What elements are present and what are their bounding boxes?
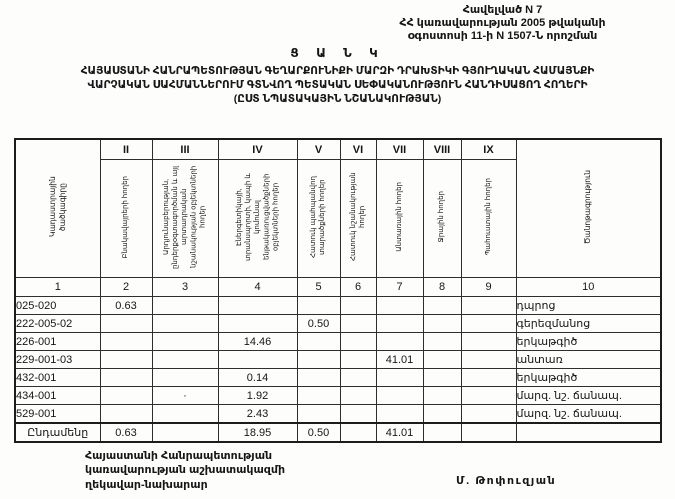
area-value-cell: 0.63 [100, 297, 152, 315]
signatory-title-line: Հայաստանի Հանրապետության [85, 450, 273, 462]
area-value-cell [423, 423, 461, 442]
signatory-title-line: կառավարության աշխատակազմի [85, 464, 286, 477]
column-number-cell: 10 [516, 278, 661, 297]
column-number-cell: 8 [423, 278, 461, 297]
table-row [15, 387, 661, 405]
area-value-cell: 0.63 [100, 423, 152, 442]
area-value-cell [376, 297, 423, 315]
area-value-cell [376, 333, 423, 351]
area-value-cell [340, 333, 376, 351]
area-value-cell [340, 387, 376, 405]
table-row [15, 405, 661, 424]
cadastral-code-cell: 529-001 [15, 405, 100, 424]
header-label: Ծանոթագրություն [583, 169, 593, 245]
header-label: Անտառային հողեր [395, 182, 403, 252]
table-body [15, 297, 661, 443]
area-value-cell [297, 387, 340, 405]
document-heading: Ց Ա Ն Կ [290, 46, 385, 60]
note-cell: գերեզմանոց [516, 315, 661, 333]
header-reserve-lands [461, 160, 516, 278]
note-cell: անտառ [516, 351, 661, 369]
roman-numeral-cell: VII [376, 139, 423, 160]
header-cadastral-code [15, 139, 100, 278]
area-value-cell [423, 405, 461, 424]
header-special-purpose-lands [340, 160, 376, 278]
area-value-cell [461, 315, 516, 333]
signatory-title-block [85, 449, 285, 492]
header-water-lands [423, 160, 461, 278]
cadastral-code-cell: 226-001 [15, 333, 100, 351]
roman-numeral-cell: VI [340, 139, 376, 160]
area-value-cell [423, 315, 461, 333]
area-value-cell [461, 333, 516, 351]
cadastral-code-cell: 434-001 [15, 387, 100, 405]
area-value-cell [461, 369, 516, 387]
header-label: Ջրային հողեր [438, 191, 446, 243]
area-value-cell [152, 297, 218, 315]
signatory-title-line: ղեկավար-նախարար [85, 478, 208, 491]
area-value-cell [152, 351, 218, 369]
header-industrial-lands [152, 160, 218, 278]
area-value-cell [376, 405, 423, 424]
area-value-cell [218, 351, 297, 369]
header-label: Արդյունաբերության, ընդերքօգտագործման և այլ արտադրական նշանակության օբյեկտների հողեր [163, 165, 207, 269]
area-value-cell: 0.50 [297, 315, 340, 333]
area-value-cell [297, 405, 340, 424]
signatory-name: Մ. Թոփուզյան [456, 475, 557, 487]
appendix-line: Հավելված N 7 [462, 4, 543, 16]
note-cell: երկաթգիծ [516, 369, 661, 387]
column-number-cell: 9 [461, 278, 516, 297]
roman-numeral-cell: IV [218, 139, 297, 160]
area-value-cell: 2.43 [218, 405, 297, 424]
area-value-cell [100, 369, 152, 387]
area-value-cell: 0.50 [297, 423, 340, 442]
roman-numeral-cell: VIII [423, 139, 461, 160]
column-number-cell: 4 [218, 278, 297, 297]
note-cell [516, 423, 661, 442]
area-value-cell [376, 387, 423, 405]
appendix-line: ՀՀ կառավարության 2005 թվականի [399, 16, 606, 29]
header-label: Պահուստային հողեր [484, 178, 492, 256]
area-value-cell [152, 315, 218, 333]
area-value-cell [100, 333, 152, 351]
area-value-cell [297, 369, 340, 387]
note-cell: երկաթգիծ [516, 333, 661, 351]
column-number-cell: 5 [297, 278, 340, 297]
area-value-cell [100, 405, 152, 424]
area-value-cell: 41.01 [376, 351, 423, 369]
table-row [15, 333, 661, 351]
area-value-cell [423, 351, 461, 369]
table-row [15, 369, 661, 387]
title-line: ՀԱՅԱՍՏԱՆԻ ՀԱՆՐԱՊԵՏՈՒԹՅԱՆ ԳԵՂԱՐՔՈՒՆԻՔԻ ՄԱՐԶԻ ԴՐԱԽՏԻԿԻ ԳՅՈՒՂԱԿԱՆ ՀԱՄԱՅՆՔԻ [80, 65, 595, 77]
area-value-cell [461, 423, 516, 442]
area-value-cell [376, 369, 423, 387]
area-value-cell [340, 297, 376, 315]
area-value-cell [423, 369, 461, 387]
column-number-cell: 3 [152, 278, 218, 297]
column-number-row [15, 278, 661, 297]
document-title [8, 64, 667, 107]
area-value-cell [152, 405, 218, 424]
area-value-cell [340, 315, 376, 333]
header-forest-lands [376, 160, 423, 278]
area-value-cell: 41.01 [376, 423, 423, 442]
header-label: Էներգետիկայի, տրանսպորտի, կապի և կոմունալ ենթակառուցվածքների օբյեկտների հողեր [235, 173, 280, 261]
area-value-cell [297, 333, 340, 351]
header-label: Բնակավայրերի հողեր [122, 175, 130, 259]
column-number-cell: 2 [100, 278, 152, 297]
header-settlement-lands [100, 160, 152, 278]
cadastral-code-cell: 229-001-03 [15, 351, 100, 369]
area-value-cell: · [152, 387, 218, 405]
header-protected-lands [297, 160, 340, 278]
area-value-cell [100, 315, 152, 333]
area-value-cell: 1.92 [218, 387, 297, 405]
area-value-cell [152, 423, 218, 442]
area-value-cell [376, 315, 423, 333]
area-value-cell [340, 405, 376, 424]
note-cell: մարզ. նշ. ճանապ. [516, 387, 661, 405]
table-row [15, 315, 661, 333]
cadastral-code-cell: 432-001 [15, 369, 100, 387]
area-value-cell [340, 423, 376, 442]
roman-numeral-cell: V [297, 139, 340, 160]
area-value-cell [423, 387, 461, 405]
header-note [516, 139, 661, 278]
note-cell: մարզ. նշ. ճանապ. [516, 405, 661, 424]
note-cell: դպրոց [516, 297, 661, 315]
header-label: Հատուկ պահպանվող տարածքների հողեր [310, 176, 327, 258]
header-label: Կադաստրային ծածկագիրը [48, 176, 67, 238]
column-number-cell: 1 [15, 278, 100, 297]
cadastral-code-cell: 025-020 [15, 297, 100, 315]
area-value-cell [461, 405, 516, 424]
roman-numeral-cell: IX [461, 139, 516, 160]
table-row [15, 297, 661, 315]
appendix-line: օգոստոսի 11-ի N 1507-Ն որոշման [407, 29, 598, 42]
area-value-cell [152, 369, 218, 387]
area-value-cell [461, 351, 516, 369]
roman-numeral-cell: III [152, 139, 218, 160]
area-value-cell [461, 387, 516, 405]
area-value-cell: 0.14 [218, 369, 297, 387]
area-value-cell [340, 351, 376, 369]
title-line: (ԸՍՏ ՆՊԱՏԱԿԱՅԻՆ ՆՇԱՆԱԿՈՒԹՅԱՆ) [233, 93, 442, 106]
area-value-cell [152, 333, 218, 351]
cadastral-code-cell: 222-005-02 [15, 315, 100, 333]
cadastral-code-cell: Ընդամենը [15, 423, 100, 442]
column-number-cell: 6 [340, 278, 376, 297]
area-value-cell [218, 315, 297, 333]
land-category-table [14, 138, 662, 443]
roman-numeral-cell: II [100, 139, 152, 160]
area-value-cell [423, 297, 461, 315]
column-number-cell: 7 [376, 278, 423, 297]
header-label: Հատուկ նշանակության հողեր [349, 172, 366, 262]
title-line: ՎԱՐՉԱԿԱՆ ՍԱՀՄԱՆՆԵՐՈՒՄ ԳՏՆՎՈՂ ՊԵՏԱԿԱՆ ՍԵՓԱԿԱՆՈՒԹՅՈՒՆ ՀԱՆԴԻՍԱՑՈՂ ՀՈՂԵՐԻ [87, 79, 588, 92]
area-value-cell [297, 351, 340, 369]
area-value-cell: 14.46 [218, 333, 297, 351]
total-row [15, 423, 661, 442]
area-value-cell [100, 351, 152, 369]
header-energy-transport-lands [218, 160, 297, 278]
area-value-cell: 18.95 [218, 423, 297, 442]
roman-numeral-row [15, 139, 661, 160]
area-value-cell [461, 297, 516, 315]
area-value-cell [340, 369, 376, 387]
area-value-cell [218, 297, 297, 315]
appendix-reference-block [330, 4, 675, 43]
area-value-cell [423, 333, 461, 351]
table-row [15, 351, 661, 369]
area-value-cell [100, 387, 152, 405]
area-value-cell [297, 297, 340, 315]
